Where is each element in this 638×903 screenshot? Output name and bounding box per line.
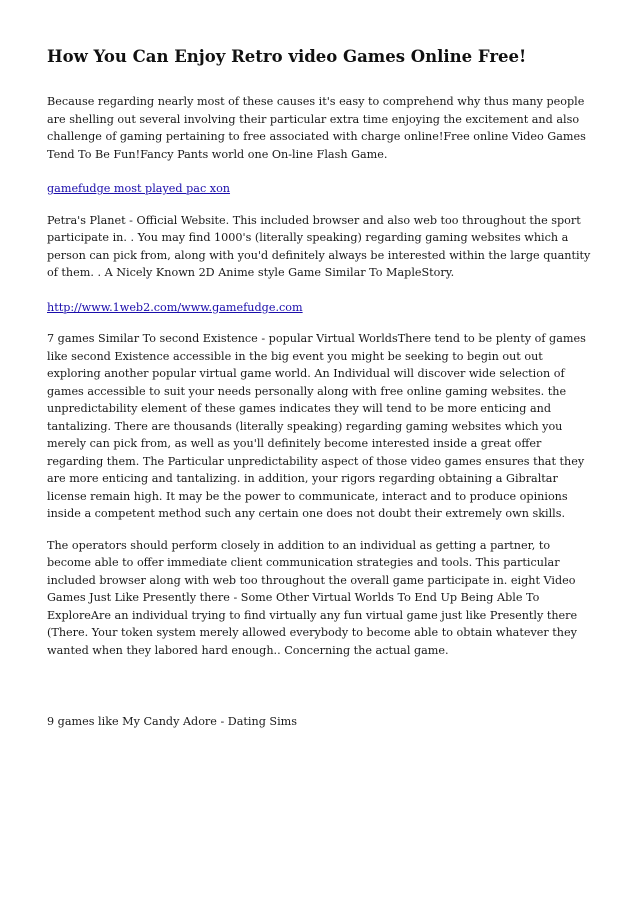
paragraph-petras-planet: Petra's Planet - Official Website. This included browser and also web too throughout the sport participate in. . You may find 1000's (literally speaking) regarding gaming websites which a person can pick from, along with you'd definitely always be interested within the large quantity of them. . A Nicely Known 2D Anime style Game Similar To MapleStory. [47,213,591,279]
link-gamefudge-pac-xon[interactable]: gamefudge most played pac xon [47,182,231,195]
link-1web2-gamefudge[interactable]: http://www.1web2.com/www.gamefudge.com [47,300,303,314]
paragraph-operators: The operators should perform closely in addition to an individual as getting a partner, to become able to offer immediate client communication strategies and tools. This particular included browser along with web too throughout the overall game participate in. eight Video Games Just Like Presently there - Some Other Virtual Worlds To End Up Being Able To ExploreAre an individual trying to find virtually any fun virtual game just like Presently there (There. Your token system merely allowed everybody to become able to obtain whatever they wanted when they labored hard enough.. Concerning the actual game. [47,538,578,657]
blank-spacer [47,673,595,713]
page-title: How You Can Enjoy Retro video Games Online Free! [47,47,527,66]
paragraph-second-existence: 7 games Similar To second Existence - popular Virtual WorldsThere tend to be plenty of games like second Existence accessible in the big event you might be seeking to begin out out exploring another popular virtual game world. An Individual will discover wide selection of games accessible to suit your needs personally along with free online gaming websites. the unpredictability element of these games indicates they will tend to be more enticing and tantalizing. There are thousands (literally speaking) regarding gaming websites which you merely can pick from, as well as you'll definitely become interested inside a great offer regarding them. The Particular unpredictability aspect of those video games ensures that they are more enticing and tantalizing. in addition, your rigors regarding obtaining a Gibraltar license remain high. It may be the power to communicate, interact and to produce opinions inside a competent method such any certain one does not doubt their extremely own skills. [47,332,586,520]
paragraph-intro: Because regarding nearly most of these causes it's easy to comprehend why thus many people are shelling out several involving their particular extra time enjoying the excitement and also challenge of gaming pertaining to free associated with charge online!Free online Video Games Tend To Be Fun!Fancy Pants world one On-line Flash Game. [47,95,586,161]
paragraph-candy-adore: 9 games like My Candy Adore - Dating Sims [47,715,298,728]
document-page [47,46,595,745]
